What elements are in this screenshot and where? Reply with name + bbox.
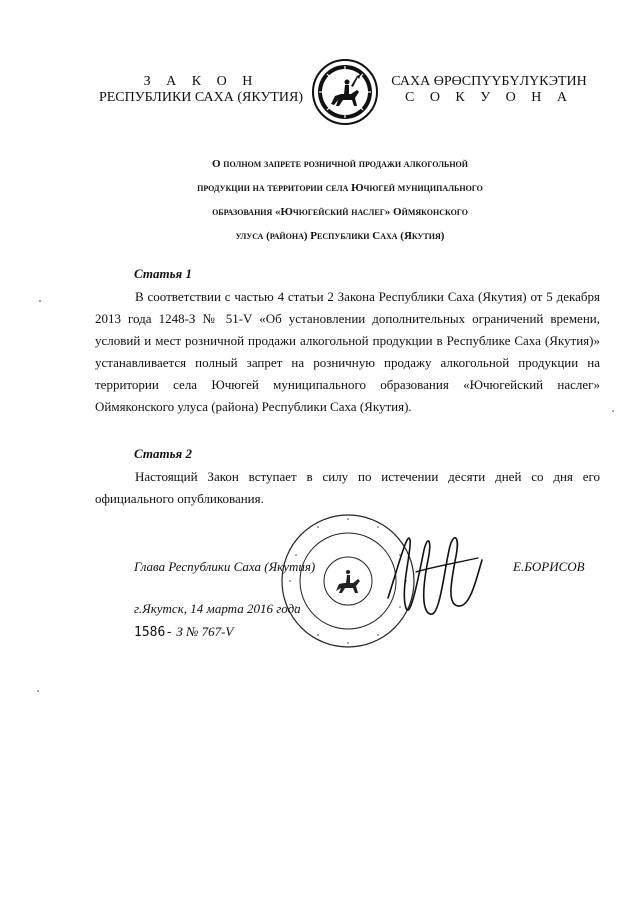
law-title-line4: улуса (района) Республики Саха (Якутия) — [235, 230, 445, 242]
law-title-line3: образования «Ючюгейский наслег» Оймяконского — [212, 206, 468, 218]
header-right-line1: САХА ӨРӨСПYYБYЛYКЭТИН — [391, 74, 587, 89]
law-title — [140, 152, 540, 248]
article-1-text: В соответствии с частью 4 статьи 2 Закона Республики Саха (Якутия) от 5 декабря 2013 года 1248-З № 51-V «Об установлении дополнительных ограничений времени, условий и мест розничной продажи алкогольной продукции в Республике Саха (Якутия)» устанавливается полный запрет на розничную продажу алкогольной продукции на территории села Ючюгей муниципального образования «Ючюгейский наслег» Оймяконского улуса (района) Республики Саха (Якутия). — [95, 289, 600, 414]
scan-artifact — [39, 300, 41, 302]
header-left-line1: З А К О Н — [143, 74, 259, 89]
registration-number-typed: 1586- — [134, 625, 174, 640]
place-and-date: г.Якутск, 14 марта 2016 года — [134, 601, 301, 616]
law-title-line1: О полном запрете розничной продажи алкогольной — [212, 158, 468, 170]
coat-of-arms-emblem-icon — [311, 58, 379, 126]
header-left-line2: РЕСПУБЛИКИ САХА (ЯКУТИЯ) — [98, 90, 304, 105]
header-right — [384, 74, 594, 106]
header-right-line2: С О К У О Н А — [404, 90, 574, 105]
signatory-name: Е.БОРИСОВ — [513, 559, 585, 574]
article-2-text: Настоящий Закон вступает в силу по истечении десяти дней со дня его официального опубликования. — [95, 469, 600, 506]
article-2-heading: Статья 2 — [134, 446, 192, 461]
article-1-heading: Статья 1 — [134, 266, 192, 281]
registration-number-code: З № 767-V — [176, 624, 234, 639]
scan-artifact — [37, 690, 39, 692]
handwritten-signature-icon — [380, 520, 490, 630]
header-left — [88, 74, 314, 106]
registration-number — [134, 624, 233, 640]
law-title-line2: продукции на территории села Ючюгей муниципального — [197, 182, 483, 194]
scan-artifact — [612, 410, 614, 412]
signatory-role: Глава Республики Саха (Якутия) — [134, 559, 316, 574]
